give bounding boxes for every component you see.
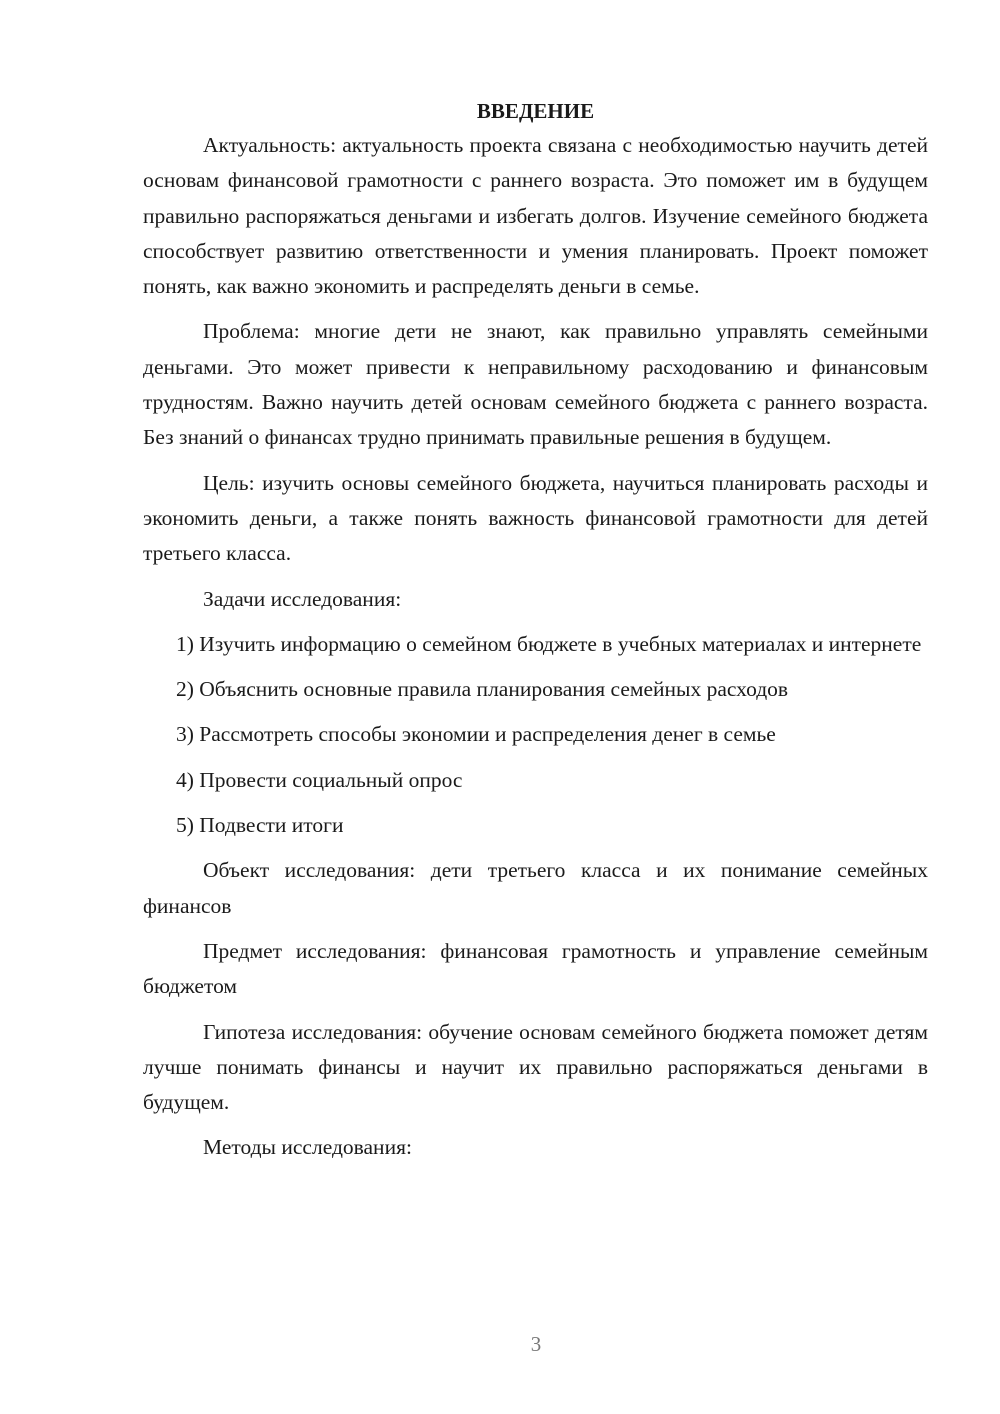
task-item-5: 5) Подвести итоги (176, 813, 344, 838)
task-item-4: 4) Провести социальный опрос (176, 767, 463, 792)
page-number: 3 (530, 1332, 542, 1356)
object-paragraph: Объект исследования: дети третьего класса и их понимание семейных финансов (143, 858, 928, 918)
task-item-1: 1) Изучить информацию о семейном бюджете в учебных материалах и интернете (176, 631, 922, 656)
goal-paragraph: Цель: изучить основы семейного бюджета, научиться планировать расходы и экономить деньги, а также понять важность финансовой грамотности для детей третьего класса. (143, 470, 928, 566)
page-title: ВВЕДЕНИЕ (476, 99, 595, 123)
problem-paragraph: Проблема: многие дети не знают, как правильно управлять семейными деньгами. Это может привести к неправильному расходованию и финансовым трудностям. Важно научить детей основам семейного бюджета с раннего возраста. Без знаний о финансах трудно принимать правильные решения в будущем. (143, 319, 928, 450)
task-item-2: 2) Объяснить основные правила планирования семейных расходов (176, 677, 789, 702)
subject-paragraph: Предмет исследования: финансовая грамотность и управление семейным бюджетом (143, 938, 928, 999)
methods-heading: Методы исследования: (203, 1135, 412, 1160)
relevance-paragraph: Актуальность: актуальность проекта связана с необходимостью научить детей основам финансовой грамотности с раннего возраста. Это поможет им в будущем правильно распоряжаться деньгами и избегать долгов. Изучение семейного бюджета способствует развитию ответственности и умения планировать. Проект поможет понять, как важно экономить и распределять деньги в семье. (143, 133, 928, 299)
task-item-3: 3) Рассмотреть способы экономии и распределения денег в семье (176, 722, 776, 747)
document-page (143, 93, 928, 1166)
hypothesis-paragraph: Гипотеза исследования: обучение основам семейного бюджета поможет детям лучше понимать финансы и научит их правильно распоряжаться деньгами в будущем. (143, 1019, 928, 1115)
tasks-heading: Задачи исследования: (203, 586, 402, 611)
